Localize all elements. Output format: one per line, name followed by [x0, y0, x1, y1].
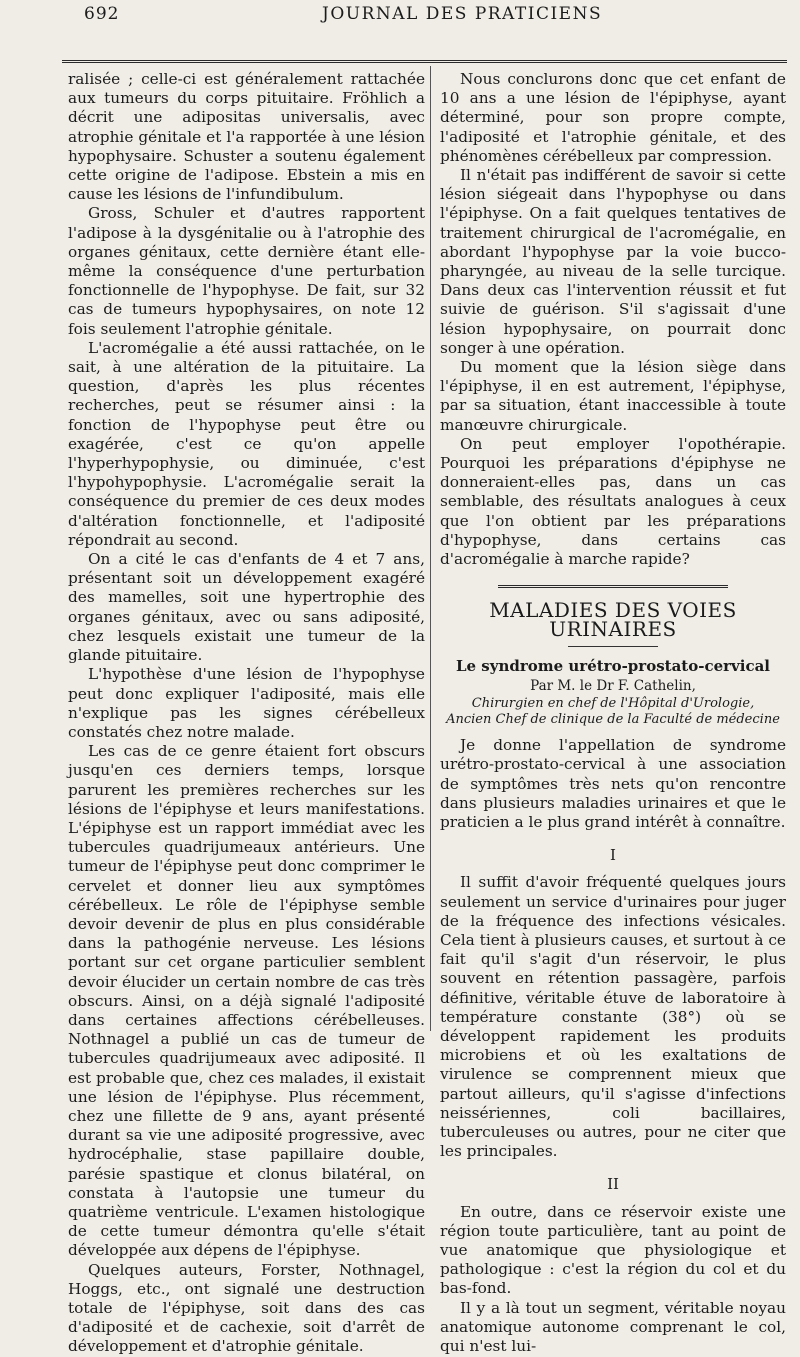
header-rule — [62, 60, 787, 63]
paragraph: Du moment que la lésion siège dans l'épiphyse, il en est autrement, l'épiphyse, par sa situation, étant inaccessible à toute manœuvre chirurgicale. — [440, 358, 786, 434]
page-number: 692 — [84, 4, 120, 24]
heading-rule — [568, 646, 658, 647]
paragraph: L'hypothèse d'une lésion de l'hypophyse peut donc expliquer l'adiposité, mais elle n'explique pas les signes cérébelleux constatés chez notre malade. — [68, 665, 425, 741]
paragraph: En outre, dans ce réservoir existe une région toute particulière, tant au point de vue anatomique que physiologique et pathologique : c'est la région du col et du bas-fond. — [440, 1202, 786, 1298]
affiliation-line: Ancien Chef de clinique de la Faculté de médecine — [446, 712, 780, 728]
section-rule — [498, 585, 728, 591]
paragraph: Nous conclurons donc que cet enfant de 10 ans a une lésion de l'épiphyse, ayant déterminé, pour son propre compte, l'adiposité et l'atrophie génitale, et des phénomènes cérébelleux par compression. — [440, 70, 786, 165]
section-number: I — [610, 846, 616, 865]
paragraph: Il n'était pas indifférent de savoir si cette lésion siégeait dans l'hypophyse ou dans l'épiphyse. On a fait quelques tentatives de traitement chirurgical de l'acromégalie, en abordant l'hypophyse par la voie bucco-pharyngée, au niveau de la selle turcique. Dans deux cas l'intervention réussit et fut suivie de guérison. S'il s'agissait d'une lésion hypophysaire, on pourrait donc songer à une opération. — [440, 166, 786, 357]
affiliation-line: Chirurgien en chef de l'Hôpital d'Urologie, — [471, 696, 755, 712]
paragraph: L'acromégalie a été aussi rattachée, on le sait, à une altération de la pituitaire. La question, d'après les plus récentes recherches, peut se résumer ainsi : la fonction de l'hypophyse peut être ou exagérée, c'est ce qu'on appelle l'hyperhypophysie, ou diminuée, c'est l'hypohypophysie. L'acromégalie serait la conséquence du premier de ces deux modes d'altération fonctionnelle, et l'adiposité répondrait au second. — [68, 338, 425, 549]
article-title: Le syndrome urétro-prostato-cervical — [455, 656, 771, 675]
section-heading: MALADIES DES VOIES URINAIRES — [489, 598, 737, 642]
paragraph: Il suffit d'avoir fréquenté quelques jours seulement un service d'urinaires pour juger de la fréquence des infections vésicales. Cela tient à plusieurs causes, et surtout à ce fait qu'il s'agit d'un réservoir, le plus souvent en rétention passagère, parfois définitive, véritable étuve de laboratoire à température constante (38°) où se développent rapidement les produits microbiens et où les exaltations de virulence se comprennent mieux que partout ailleurs, qu'il s'agisse d'infections neissériennes, coli bacillaires, tuberculeuses ou autres, pour ne citer que les principales. — [440, 873, 786, 1161]
section-separator — [440, 585, 786, 591]
journal-title: JOURNAL DES PRATICIENS — [322, 4, 603, 24]
paragraph: Quelques auteurs, Forster, Nothnagel, Hoggs, etc., ont signalé une destruction totale de l'épiphyse, soit dans des cas d'adiposité et de cachexie, soit d'arrêt de développement et d'atrophie génitale. — [68, 1260, 425, 1356]
paragraph: Il y a là tout un segment, véritable noyau anatomique autonome comprenant le col, qui n'est lui- — [440, 1298, 786, 1355]
paragraph: Les cas de ce genre étaient fort obscurs jusqu'en ces derniers temps, lorsque parurent les premières recherches sur les lésions de l'épiphyse et leurs manifestations. L'épiphyse est un rapport immédiat avec les tubercules quadrijumeaux antérieurs. Une tumeur de l'épiphyse peut donc comprimer le cervelet et donner lieu aux symptômes cérébelleux. Le rôle de l'épiphyse semble devoir devenir de plus en plus considérable dans la pathogénie nerveuse. Les lésions portant sur cet organe particulier semblent devoir élucider un certain nombre de cas très obscurs. Ainsi, on a déjà signalé l'adiposité dans certaines affections cérébelleuses. Nothnagel a publié un cas de tumeur de tubercules quadrijumeaux avec adiposité. Il est probable que, chez ces malades, il existait une lésion de l'épiphyse. Plus récemment, chez une fillette de 9 ans, ayant présenté durant sa vie une adiposité progressive, avec hydrocéphalie, stase papillaire double, parésie spastique et clonus bilatéral, on constata à l'autopsie une tumeur du quatrième ventricule. L'examen histologique de cette tumeur démontra qu'elle s'était développée aux dépens de l'épiphyse. — [68, 742, 425, 1260]
page-header — [60, 4, 795, 44]
author-line: Par M. le Dr F. Cathelin, — [530, 677, 696, 694]
paragraph: ralisée ; celle-ci est généralement rattachée aux tumeurs du corps pituitaire. Fröhlich a décrit une adipositas universalis, avec atrophie génitale et l'a rapportée à une lésion hypophysaire. Schuster a soutenu également cette origine de l'adipose. Ebstein a mis en cause les lésions de l'infundibulum. — [68, 70, 425, 204]
left-column — [68, 70, 425, 1357]
paragraph: Je donne l'appellation de syndrome urétro-prostato-cervical à une association de symptômes très nets qu'on rencontre dans plusieurs maladies urinaires et que le praticien a le plus grand intérêt à connaître. — [440, 736, 786, 831]
right-column — [440, 70, 786, 1356]
column-divider — [430, 66, 431, 1031]
paragraph: On a cité le cas d'enfants de 4 et 7 ans, présentant soit un développement exagéré des mamelles, soit une hypertrophie des organes génitaux, avec ou sans adiposité, chez lesquels existait une tumeur de la glande pituitaire. — [68, 550, 425, 665]
section-number: II — [607, 1175, 619, 1194]
paragraph: On peut employer l'opothérapie. Pourquoi les préparations d'épiphyse ne donneraient-elles pas, dans un cas semblable, des résultats analogues à ceux que l'on obtient par les préparations d'hypophyse, dans certains cas d'acromégalie à marche rapide? — [440, 434, 786, 569]
paragraph: Gross, Schuler et d'autres rapportent l'adipose à la dysgénitalie ou à l'atrophie des organes génitaux, cette dernière étant elle-même la conséquence d'une perturbation fonctionnelle de l'hypophyse. De fait, sur 32 cas de tumeurs hypophysaires, on note 12 fois seulement l'atrophie génitale. — [68, 204, 425, 338]
